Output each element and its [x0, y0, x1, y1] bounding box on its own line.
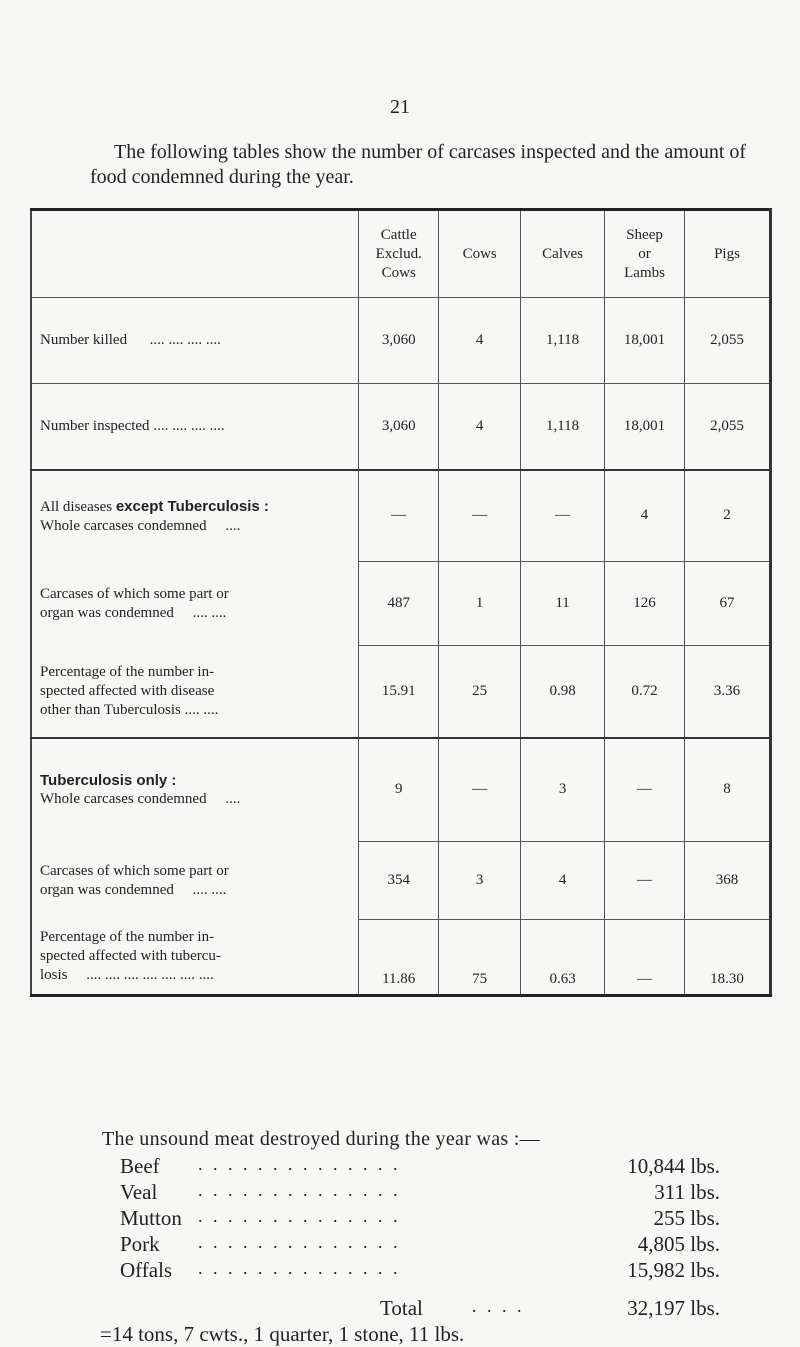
header-cattle-line2: Exclud. — [375, 245, 422, 262]
row-tb-whole — [31, 738, 771, 842]
row-all-part — [31, 562, 771, 646]
cell-value: 3 — [439, 842, 521, 920]
cell-value: 2 — [685, 470, 771, 562]
cell-value: 3.36 — [685, 646, 771, 738]
leader-dots: .... .... — [192, 881, 227, 898]
cell-value: 25 — [439, 646, 521, 738]
cell-value: 3,060 — [359, 384, 439, 470]
leader-dots: .... .... — [184, 701, 219, 718]
row-label — [31, 562, 359, 646]
header-cattle-line3: Cows — [381, 264, 416, 281]
cell-value: 15.91 — [359, 646, 439, 738]
cell-value: 2,055 — [685, 298, 771, 384]
leader-dots: .... .... .... .... — [153, 417, 225, 434]
cell-value: 18,001 — [605, 384, 685, 470]
meat-amount: 15,982 lbs. — [627, 1258, 720, 1282]
cell-value: 9 — [359, 738, 439, 842]
leader-dots: .... .... .... .... .... .... .... — [86, 967, 214, 984]
meat-name: Offals — [120, 1258, 173, 1282]
list-item — [120, 1232, 720, 1258]
row-label-text: Whole carcases condemned — [40, 791, 207, 807]
row-label — [31, 842, 359, 920]
cell-value: — — [605, 920, 685, 996]
row-number-killed — [31, 298, 771, 384]
cell-value: 18.30 — [685, 920, 771, 996]
leader-dots: .... — [225, 517, 241, 534]
header-sheep — [605, 210, 685, 298]
header-pigs: Pigs — [685, 210, 771, 298]
row-label-line2: spected affected with tubercu- — [40, 948, 221, 965]
meat-name: Mutton — [120, 1206, 182, 1230]
header-cattle-line1: Cattle — [380, 226, 417, 243]
table-header-row — [31, 210, 771, 298]
row-label-line2: organ was condemned — [40, 881, 174, 898]
unsound-meat-intro: The unsound meat destroyed during the year was :— — [102, 1128, 540, 1150]
list-item — [120, 1180, 720, 1206]
meat-amount: 4,805 lbs. — [637, 1232, 720, 1256]
cell-value: — — [605, 738, 685, 842]
header-calves: Calves — [521, 210, 605, 298]
cell-value: — — [359, 470, 439, 562]
header-sheep-line2: or — [638, 245, 651, 262]
leader-dots: . . . . . . . . . . . . . . — [198, 1154, 401, 1174]
unsound-meat-list — [120, 1154, 720, 1284]
row-label-line1: Carcases of which some part or — [40, 585, 229, 602]
list-item — [120, 1206, 720, 1232]
cell-value: 487 — [359, 562, 439, 646]
row-label-text: Number killed — [40, 332, 128, 348]
row-label-line1: Percentage of the number in- — [40, 929, 215, 946]
intro-paragraph: The following tables show the number of carcases inspected and the amount of food condemned during the year. — [90, 141, 747, 188]
header-sheep-line1: Sheep — [626, 226, 663, 243]
header-cows: Cows — [439, 210, 521, 298]
meat-amount: 311 lbs. — [654, 1180, 720, 1204]
list-item — [120, 1258, 720, 1284]
row-label — [31, 646, 359, 738]
leader-dots: . . . . — [472, 1296, 525, 1316]
cell-value: 11 — [521, 562, 605, 646]
cell-value: 4 — [605, 470, 685, 562]
leader-dots: .... .... .... .... — [149, 332, 221, 348]
meat-name: Beef — [120, 1154, 160, 1178]
row-label — [31, 298, 359, 384]
row-label — [31, 384, 359, 470]
cell-value: 4 — [439, 384, 521, 470]
meat-name: Pork — [120, 1232, 160, 1256]
cell-value: 368 — [685, 842, 771, 920]
cell-value: — — [605, 842, 685, 920]
cell-value: 0.72 — [605, 646, 685, 738]
total-row — [120, 1296, 720, 1322]
leader-dots: . . . . . . . . . . . . . . — [198, 1258, 401, 1278]
cell-value: 4 — [521, 842, 605, 920]
cell-value: 354 — [359, 842, 439, 920]
cell-value: 1,118 — [521, 298, 605, 384]
cell-value: 4 — [439, 298, 521, 384]
row-tb-percentage — [31, 920, 771, 996]
leader-dots: . . . . . . . . . . . . . . — [198, 1232, 401, 1252]
cell-value: 1,118 — [521, 384, 605, 470]
page-number: 21 — [390, 96, 410, 118]
section-heading-bold: except Tuberculosis : — [115, 497, 269, 515]
meat-amount: 255 lbs. — [653, 1206, 720, 1230]
cell-value: 2,055 — [685, 384, 771, 470]
header-cattle — [359, 210, 439, 298]
cell-value: 3,060 — [359, 298, 439, 384]
row-label — [31, 470, 359, 562]
row-label-text: Whole carcases condemned — [40, 517, 207, 534]
row-number-inspected — [31, 384, 771, 470]
leader-dots: . . . . . . . . . . . . . . — [198, 1206, 401, 1226]
cell-value: 8 — [685, 738, 771, 842]
row-label-line2: organ was condemned — [40, 604, 174, 621]
cell-value: 1 — [439, 562, 521, 646]
cell-value: 126 — [605, 562, 685, 646]
cell-value: 0.98 — [521, 646, 605, 738]
cell-value: 0.63 — [521, 920, 605, 996]
row-label-text: Number inspected — [40, 417, 150, 434]
row-all-percentage — [31, 646, 771, 738]
leader-dots: . . . . . . . . . . . . . . — [198, 1180, 401, 1200]
cell-value: 11.86 — [359, 920, 439, 996]
total-amount: 32,197 lbs. — [627, 1296, 720, 1320]
row-label — [31, 738, 359, 842]
total-label: Total — [380, 1296, 423, 1320]
row-label-line3: losis — [40, 967, 68, 984]
cell-value: — — [439, 738, 521, 842]
total-equivalent: =14 tons, 7 cwts., 1 quarter, 1 stone, 11 lbs. — [100, 1322, 465, 1346]
header-blank — [31, 210, 359, 298]
cell-value: — — [439, 470, 521, 562]
meat-name: Veal — [120, 1180, 158, 1204]
leader-dots: .... — [225, 791, 241, 807]
section-heading-prefix: All diseases — [40, 498, 113, 515]
list-item — [120, 1154, 720, 1180]
section-heading-tb: Tuberculosis only : — [40, 772, 177, 789]
row-label-line1: Percentage of the number in- — [40, 663, 215, 680]
meat-amount: 10,844 lbs. — [627, 1154, 720, 1178]
cell-value: — — [521, 470, 605, 562]
cell-value: 3 — [521, 738, 605, 842]
row-label — [31, 920, 359, 996]
row-label-line1: Carcases of which some part or — [40, 862, 229, 879]
cell-value: 75 — [439, 920, 521, 996]
header-sheep-line3: Lambs — [624, 264, 665, 281]
row-all-whole — [31, 470, 771, 562]
row-tb-part — [31, 842, 771, 920]
leader-dots: .... .... — [192, 604, 227, 621]
cell-value: 18,001 — [605, 298, 685, 384]
carcase-inspection-table — [30, 208, 772, 997]
cell-value: 67 — [685, 562, 771, 646]
row-label-line2: spected affected with disease — [40, 682, 215, 699]
row-label-line3: other than Tuberculosis — [40, 701, 181, 718]
